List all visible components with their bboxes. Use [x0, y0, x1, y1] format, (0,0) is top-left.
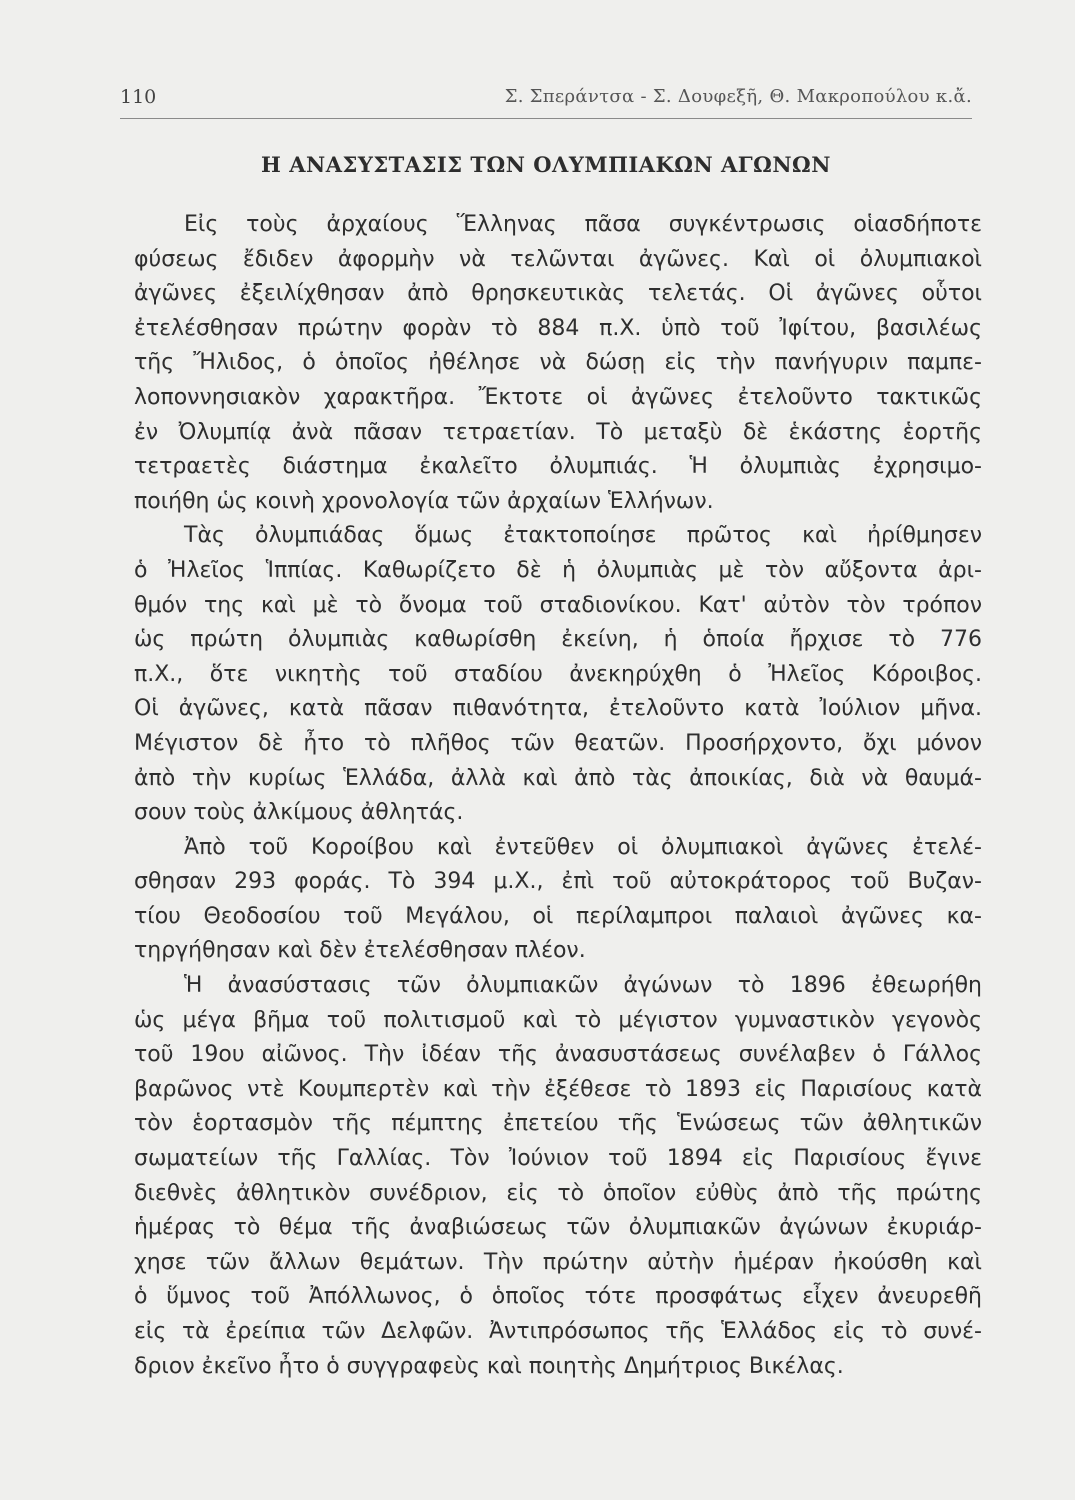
running-head [120, 84, 972, 119]
text-line: βαρῶνος ντὲ Κουμπερτὲν καὶ τὴν ἐξέθεσε τὸ 1893 εἰς Παρισίους κατὰ [134, 1076, 982, 1102]
text-line: εἰς τὰ ἐρείπια τῶν Δελφῶν. Ἀντιπρόσωπος τῆς Ἑλλάδος εἰς τὸ συνέ- [134, 1319, 982, 1344]
text-line: π.Χ., ὅτε νικητὴς τοῦ σταδίου ἀνεκηρύχθη ὁ Ἠλεῖος Κόροιβος. [134, 661, 982, 687]
text-line: Ἀπὸ τοῦ Κοροίβου καὶ ἐντεῦθεν οἱ ὀλυμπιακοὶ ἀγῶνες ἐτελέ- [184, 834, 982, 860]
text-line: σωματείων τῆς Γαλλίας. Τὸν Ἰούνιον τοῦ 1894 εἰς Παρισίους ἔγινε [134, 1146, 982, 1172]
text-line: λοποννησιακὸν χαρακτῆρα. Ἔκτοτε οἱ ἀγῶνες ἐτελοῦντο τακτικῶς [134, 384, 982, 410]
text-line: ὁ Ἠλεῖος Ἱππίας. Καθωρίζετο δὲ ἡ ὀλυμπιὰς μὲ τὸν αὔξοντα ἀρι- [134, 557, 982, 583]
text-line: τὸν ἑορτασμὸν τῆς πέμπτης ἐπετείου τῆς Ἑνώσεως τῶν ἀθλητικῶν [134, 1111, 982, 1137]
text-line: τηργήθησαν καὶ δὲν ἐτελέσθησαν πλέον. [134, 938, 586, 964]
text-line: φύσεως ἔδιδεν ἀφορμὴν νὰ τελῶνται ἀγῶνες. Καὶ οἱ ὀλυμπιακοὶ [134, 246, 982, 272]
text-line: ἀπὸ τὴν κυρίως Ἑλλάδα, ἀλλὰ καὶ ἀπὸ τὰς ἀποικίας, διὰ νὰ θαυμά- [134, 765, 982, 791]
text-line: ὁ ὕμνος τοῦ Ἀπόλλωνος, ὁ ὁποῖος τότε προσφάτως εἶχεν ἀνευρεθῆ [134, 1284, 982, 1310]
text-line: ποιήθη ὡς κοινὴ χρονολογία τῶν ἀρχαίων Ἑλλήνων. [134, 488, 714, 514]
text-line: τῆς Ἤλιδος, ὁ ὁποῖος ἠθέλησε νὰ δώσῃ εἰς τὴν πανήγυριν παμπε- [134, 350, 982, 376]
text-line: θμόν της καὶ μὲ τὸ ὄνομα τοῦ σταδιονίκου. Κατ' αὐτὸν τὸν τρόπον [134, 592, 982, 618]
text-line: τετραετὲς διάστημα ἐκαλεῖτο ὀλυμπιάς. Ἡ ὀλυμπιὰς ἐχρησιμο- [134, 454, 982, 480]
text-line: Τὰς ὀλυμπιάδας ὅμως ἐτακτοποίησε πρῶτος καὶ ἠρίθμησεν [184, 523, 982, 549]
text-line: Εἰς τοὺς ἀρχαίους Ἕλληνας πᾶσα συγκέντρωσις οἱασδήποτε [184, 212, 982, 237]
body-text [134, 208, 982, 1384]
text-line: ἐτελέσθησαν πρώτην φορὰν τὸ 884 π.Χ. ὑπὸ τοῦ Ἰφίτου, βασιλέως [134, 315, 982, 341]
text-line: ὡς μέγα βῆμα τοῦ πολιτισμοῦ καὶ τὸ μέγιστον γυμναστικὸν γεγονὸς [134, 1007, 982, 1033]
text-line: ἡμέρας τὸ θέμα τῆς ἀναβιώσεως τῶν ὀλυμπιακῶν ἀγώνων ἐκυριάρ- [134, 1215, 982, 1241]
text-line: Οἱ ἀγῶνες, κατὰ πᾶσαν πιθανότητα, ἐτελοῦντο κατὰ Ἰούλιον μῆνα. [134, 696, 982, 722]
text-line: ἀγῶνες ἐξειλίχθησαν ἀπὸ θρησκευτικὰς τελετάς. Οἱ ἀγῶνες οὗτοι [134, 281, 982, 307]
text-line: τοῦ 19ου αἰῶνος. Τὴν ἰδέαν τῆς ἀνασυστάσεως συνέλαβεν ὁ Γάλλος [134, 1042, 982, 1068]
text-line: διεθνὲς ἀθλητικὸν συνέδριον, εἰς τὸ ὁποῖον εὐθὺς ἀπὸ τῆς πρώτης [134, 1180, 982, 1206]
text-line: ὡς πρώτη ὀλυμπιὰς καθωρίσθη ἐκείνη, ἡ ὁποία ἤρχισε τὸ 776 [134, 627, 982, 653]
text-line: Μέγιστον δὲ ἦτο τὸ πλῆθος τῶν θεατῶν. Προσήρχοντο, ὄχι μόνον [134, 730, 982, 756]
text-line: Ἡ ἀνασύστασις τῶν ὀλυμπιακῶν ἀγώνων τὸ 1896 ἐθεωρήθη [184, 973, 982, 999]
chapter-title: Η ΑΝΑΣΥΣΤΑΣΙΣ ΤΩΝ ΟΛΥΜΠΙΑΚΩΝ ΑΓΩΝΩΝ [261, 152, 831, 177]
running-head-authors: Σ. Σπεράντσα - Σ. Δουφεξῆ, Θ. Μακροπούλου κ.ἄ. [504, 86, 972, 107]
text-line: ἐν Ὀλυμπίᾳ ἀνὰ πᾶσαν τετραετίαν. Τὸ μεταξὺ δὲ ἑκάστης ἑορτῆς [134, 419, 982, 445]
text-line: σουν τοὺς ἀλκίμους ἀθλητάς. [134, 800, 464, 826]
text-line: χησε τῶν ἄλλων θεμάτων. Τὴν πρώτην αὐτὴν ἡμέραν ἠκούσθη καὶ [134, 1249, 982, 1275]
text-line: δριον ἐκεῖνο ἦτο ὁ συγγραφεὺς καὶ ποιητὴς Δημήτριος Βικέλας. [134, 1353, 844, 1379]
text-line: σθησαν 293 φοράς. Τὸ 394 μ.Χ., ἐπὶ τοῦ αὐτοκράτορος τοῦ Βυζαν- [134, 869, 982, 895]
text-line: τίου Θεοδοσίου τοῦ Μεγάλου, οἱ περίλαμπροι παλαιοὶ ἀγῶνες κα- [134, 903, 982, 929]
page-number: 110 [120, 86, 157, 108]
